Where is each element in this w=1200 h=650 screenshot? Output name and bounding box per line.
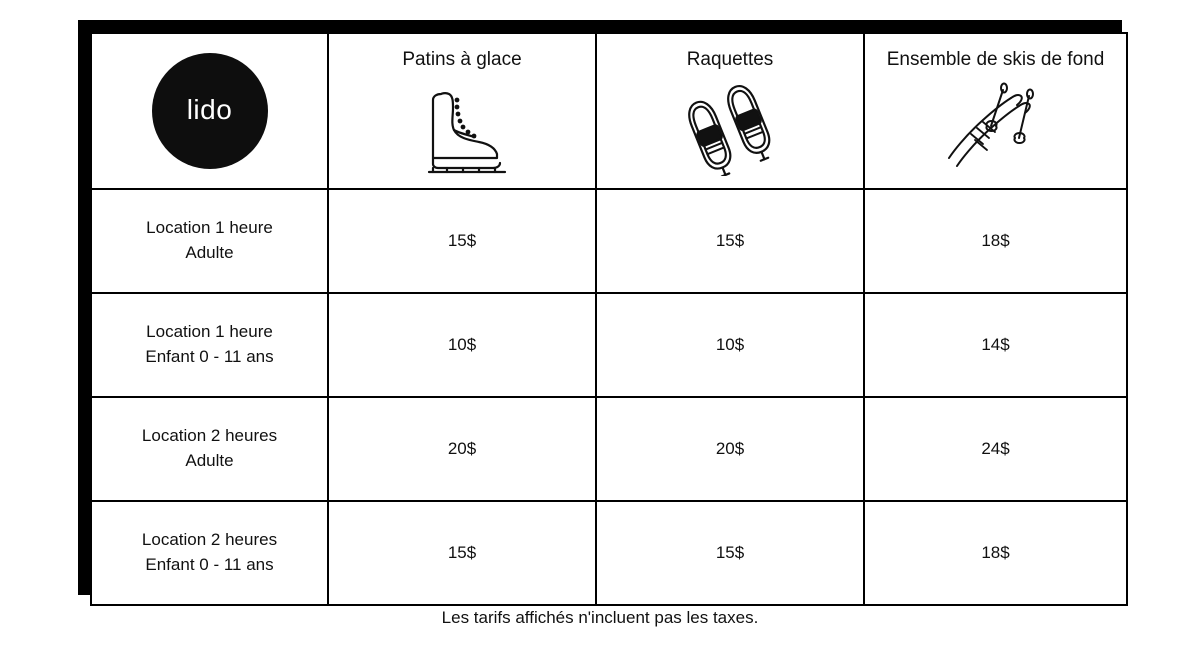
column-header-label: Raquettes [686,49,774,70]
price-cell: 15$ [328,189,596,293]
row-label-line2: Enfant 0 - 11 ans [145,555,274,574]
price-cell: 24$ [864,397,1127,501]
lido-logo [152,53,268,169]
row-label-line2: Adulte [185,243,234,262]
column-header-ski-set [864,33,1127,189]
table-row [91,501,1127,605]
row-label-line2: Enfant 0 - 11 ans [145,347,274,366]
price-cell: 15$ [596,189,864,293]
logo-text: lido [186,94,233,125]
price-cell: 14$ [864,293,1127,397]
table-row [91,189,1127,293]
tax-footnote: Les tarifs affichés n'incluent pas les taxes. [441,608,759,627]
column-header-label: Ensemble de skis de fond [886,49,1105,70]
logo-cell [91,33,328,189]
row-label-cell [91,189,328,293]
ice-skate-icon [407,73,517,187]
column-header-label: Patins à glace [402,49,522,70]
price-cell: 15$ [328,501,596,605]
row-label-cell [91,397,328,501]
row-label-cell [91,293,328,397]
row-label-line2: Adulte [185,451,234,470]
price-cell: 10$ [328,293,596,397]
row-label-line1: Location 1 heure [146,322,273,342]
cross-country-ski-set-icon [931,73,1061,187]
snowshoes-icon [675,73,785,187]
price-cell: 18$ [864,189,1127,293]
table-header-row [91,33,1127,189]
column-header-ice-skates [328,33,596,189]
price-cell: 20$ [328,397,596,501]
row-label-cell [91,501,328,605]
pricing-table [90,32,1128,606]
pricing-table-frame [78,20,1122,595]
price-cell: 15$ [596,501,864,605]
row-label-line1: Location 1 heure [146,218,273,238]
column-header-snowshoes [596,33,864,189]
price-cell: 18$ [864,501,1127,605]
row-label-line1: Location 2 heures [141,426,278,446]
row-label-line1: Location 2 heures [141,530,278,550]
price-cell: 20$ [596,397,864,501]
table-row [91,293,1127,397]
price-cell: 10$ [596,293,864,397]
table-row [91,397,1127,501]
